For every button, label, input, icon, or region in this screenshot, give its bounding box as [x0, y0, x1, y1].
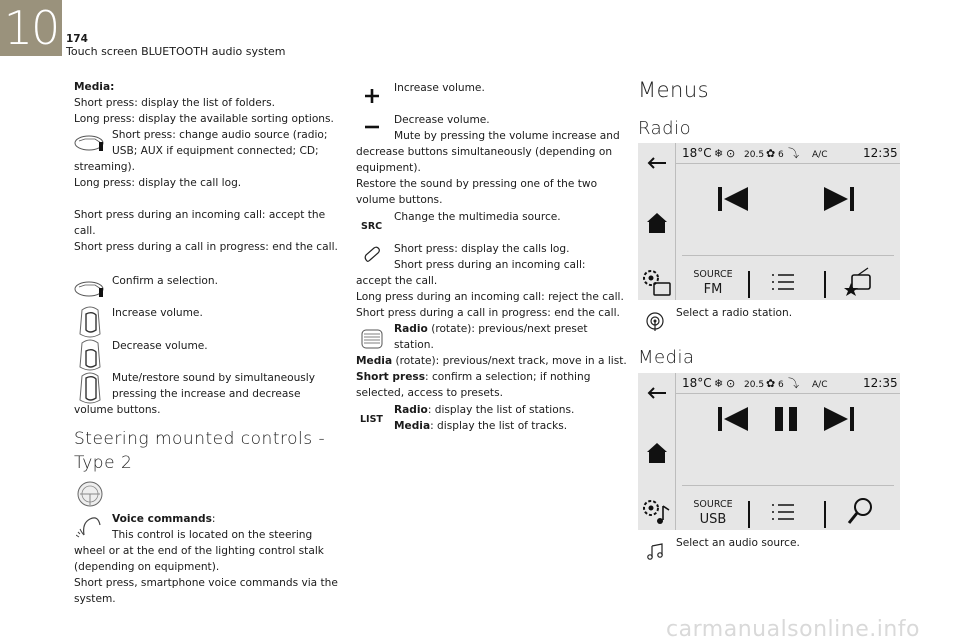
screen-time: 12:35	[863, 376, 898, 390]
settings-radio-icon[interactable]	[641, 268, 673, 298]
short-press-text: : confirm a selection; if nothing	[425, 371, 591, 383]
source-value: FM	[703, 282, 723, 297]
radio-heading: Radio	[638, 118, 692, 139]
previous-icon[interactable]	[716, 405, 750, 433]
media-label-2: Media	[356, 355, 393, 367]
text-line: Confirm a selection.	[112, 275, 218, 287]
text-line: pressing the increase and decrease	[112, 388, 301, 400]
radio-text: (rotate): previous/next preset	[431, 323, 588, 335]
text-line: Short press: change audio source (radio;	[112, 129, 328, 141]
text-line: Mute by pressing the volume increase and	[394, 130, 620, 142]
next-icon[interactable]	[822, 405, 856, 433]
list-radio-text: : display the list of stations.	[427, 404, 575, 416]
text-line	[394, 403, 574, 419]
screen-fan-temp: 20.5	[744, 380, 765, 390]
mute-wheel-icon	[76, 372, 104, 406]
text-line: Restore the sound by pressing one of the two	[356, 178, 598, 190]
text-line: Short press: display the calls log.	[394, 243, 570, 255]
text-line: Decrease volume.	[394, 114, 490, 126]
text-line: Increase volume.	[394, 82, 485, 94]
text-line: Decrease volume.	[112, 340, 208, 352]
text-line: Mute/restore sound by simultaneously	[112, 372, 316, 384]
phone-icon	[362, 245, 382, 265]
text-line: accept the call.	[356, 275, 438, 287]
confirm-button-icon	[73, 279, 107, 301]
list-icon: LIST	[360, 414, 383, 425]
music-note-icon	[646, 542, 664, 560]
text-line: volume buttons.	[356, 194, 443, 206]
media-text: (rotate): previous/next track, move in a list.	[395, 355, 627, 367]
text-line: Long press: display the available sorting options.	[74, 113, 334, 125]
radio-label: Radio	[394, 323, 428, 335]
back-arrow-icon[interactable]	[646, 155, 668, 171]
chapter-number: 10	[0, 0, 62, 56]
src-icon: SRC	[361, 221, 383, 232]
media-caption: Select an audio source.	[676, 537, 800, 549]
media-label: Media:	[74, 81, 115, 93]
text-line	[112, 512, 215, 528]
screen-ac: A/C	[812, 380, 828, 390]
source-button-icon	[73, 133, 107, 155]
list-view-icon[interactable]	[770, 271, 796, 293]
source-label[interactable]: SOURCE	[693, 499, 733, 510]
thumbwheel-icon	[360, 327, 384, 351]
text-line: Change the multimedia source.	[394, 211, 561, 223]
screen-ac: A/C	[812, 150, 828, 160]
media-heading: Media	[638, 347, 695, 368]
short-press-label: Short press	[356, 371, 426, 383]
settings-music-icon[interactable]	[641, 498, 673, 528]
pause-icon[interactable]	[772, 405, 800, 433]
list-view-icon[interactable]	[770, 501, 796, 523]
text-line	[394, 322, 588, 338]
text-line: This control is located on the steering	[112, 529, 313, 541]
section-heading: Type 2	[74, 453, 133, 473]
back-arrow-icon[interactable]	[646, 385, 668, 401]
watermark: carmanualsonline.info	[666, 617, 920, 640]
location-icon: ⊙	[726, 147, 736, 160]
text-line: decrease buttons simultaneously (depending on	[356, 146, 613, 158]
text-line: station.	[394, 339, 434, 351]
voice-commands-label: Voice commands	[112, 513, 212, 525]
text-line: Short press during an incoming call:	[394, 259, 586, 271]
text-line	[356, 354, 627, 370]
airflow-icon: ⤵	[788, 377, 799, 390]
fan-icon: ✿	[766, 377, 776, 390]
text-line: Long press: display the call log.	[74, 177, 242, 189]
favorite-radio-icon[interactable]	[844, 267, 874, 297]
media-screen	[638, 373, 900, 530]
text-line: Short press during a call in progress: end the call.	[74, 241, 338, 253]
screen-fan-speed: 6	[778, 380, 784, 390]
page-title: Touch screen BLUETOOTH audio system	[66, 45, 286, 58]
home-icon[interactable]	[646, 441, 668, 465]
text-line: USB; AUX if equipment connected; CD;	[112, 145, 319, 157]
text-line: (depending on equipment).	[74, 561, 220, 573]
airflow-icon: ⤵	[788, 147, 799, 160]
list-media-text: : display the list of tracks.	[430, 420, 568, 432]
fan-icon: ✿	[766, 147, 776, 160]
snowflake-icon: ❄	[714, 377, 724, 390]
text-line: call.	[74, 225, 96, 237]
text-line: selected, access to presets.	[356, 387, 503, 399]
text-line: Short press: display the list of folders.	[74, 97, 276, 109]
radio-screen	[638, 143, 900, 300]
text-line: Long press during an incoming call: reject the call.	[356, 291, 624, 303]
text-line	[356, 370, 590, 386]
home-icon[interactable]	[646, 211, 668, 235]
voice-colon: :	[211, 513, 216, 525]
minus-icon	[365, 124, 379, 130]
volume-down-wheel-icon	[76, 339, 104, 373]
screen-time: 12:35	[863, 146, 898, 160]
radio-label-3: Radio	[394, 404, 428, 416]
next-icon[interactable]	[822, 185, 856, 213]
voice-command-icon	[76, 513, 104, 541]
steering-wheel-icon	[74, 481, 106, 507]
media-label-3: Media	[394, 420, 431, 432]
location-icon: ⊙	[726, 377, 736, 390]
text-line	[394, 419, 567, 435]
text-line: wheel or at the end of the lighting control stalk	[74, 545, 324, 557]
radio-caption: Select a radio station.	[676, 307, 793, 319]
text-line: system.	[74, 593, 116, 605]
previous-icon[interactable]	[716, 185, 750, 213]
text-line: Short press during a call in progress: end the call.	[356, 307, 620, 319]
text-line: Short press during an incoming call: accept the	[74, 209, 326, 221]
text-line: streaming).	[74, 161, 136, 173]
screen-fan-speed: 6	[778, 150, 784, 160]
screen-fan-temp: 20.5	[744, 150, 765, 160]
source-label[interactable]: SOURCE	[693, 269, 733, 280]
search-icon[interactable]	[846, 497, 874, 527]
snowflake-icon: ❄	[714, 147, 724, 160]
section-heading: Steering mounted controls -	[74, 429, 326, 449]
text-line: volume buttons.	[74, 404, 161, 416]
menus-heading: Menus	[638, 78, 710, 102]
screen-temp: 18°C	[682, 146, 712, 160]
page-number: 174	[66, 33, 88, 45]
volume-up-wheel-icon	[76, 306, 104, 340]
source-value: USB	[699, 512, 727, 527]
radio-station-icon	[646, 312, 664, 332]
text-line: Short press, smartphone voice commands via the	[74, 577, 338, 589]
screen-temp: 18°C	[682, 376, 712, 390]
text-line: equipment).	[356, 162, 421, 174]
text-line: Increase volume.	[112, 307, 203, 319]
plus-icon	[365, 89, 379, 103]
